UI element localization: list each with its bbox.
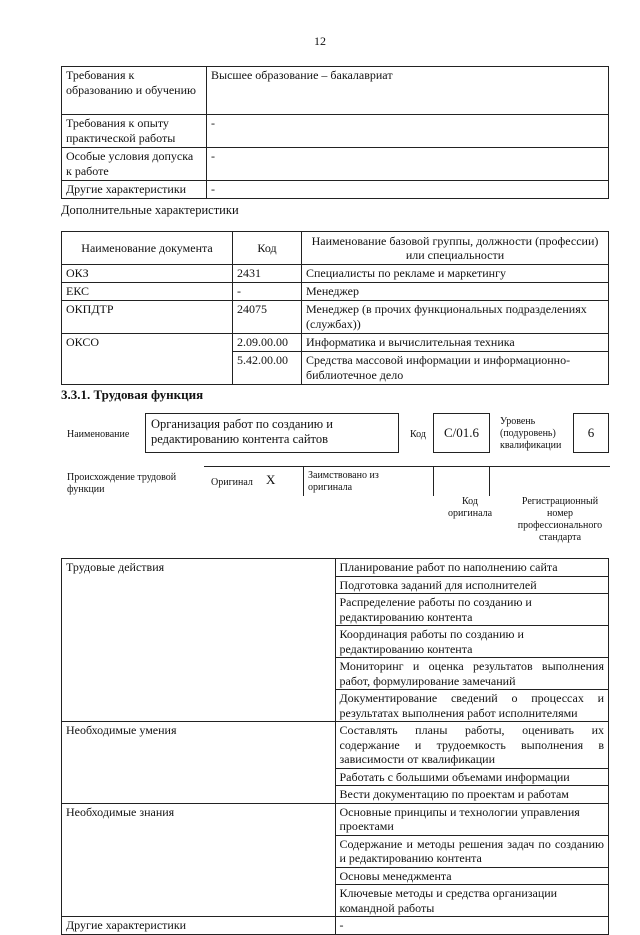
function-code-box: С/01.6	[433, 413, 490, 453]
code-cell: 5.42.00.00	[233, 352, 302, 385]
table-row	[62, 283, 609, 301]
code-cell: -	[233, 283, 302, 301]
action-item: Распределение работы по созданию и редактированию контента	[335, 594, 609, 626]
name-cell: Информатика и вычислительная техника	[302, 334, 609, 352]
column-header: Код	[233, 232, 302, 265]
details-table	[61, 558, 609, 935]
origin-label: Происхождение трудовой функции	[67, 472, 177, 495]
table-row	[62, 301, 609, 334]
requirement-value: Высшее образование – бакалавриат	[207, 67, 609, 115]
other-value: -	[335, 917, 609, 935]
table-row	[62, 722, 609, 769]
doc-cell: ОКЗ	[62, 265, 233, 283]
requirement-value: -	[207, 181, 609, 199]
name-cell: Специалисты по рекламе и маркетингу	[302, 265, 609, 283]
code-label: Код	[410, 429, 426, 440]
requirements-table	[61, 66, 609, 199]
skill-item: Вести документацию по проектам и работам	[335, 786, 609, 804]
code-cell: 2431	[233, 265, 302, 283]
doc-cell: ЕКС	[62, 283, 233, 301]
doc-cell: ОКСО	[62, 334, 233, 385]
knowledge-label: Необходимые знания	[62, 803, 336, 917]
origin-code-cell	[433, 466, 490, 496]
action-item: Планирование работ по наполнению сайта	[335, 559, 609, 577]
table-row	[62, 334, 609, 352]
knowledge-item: Ключевые методы и средства организации командной работы	[335, 885, 609, 917]
table-row	[62, 148, 609, 181]
other-label: Другие характеристики	[62, 917, 336, 935]
name-cell: Менеджер (в прочих функциональных подразделениях (службах))	[302, 301, 609, 334]
reg-number-caption: Регистрационный номер профессионального стандарта	[517, 496, 603, 543]
labor-function-title: 3.3.1. Трудовая функция	[61, 387, 204, 402]
requirement-value: -	[207, 115, 609, 148]
action-item: Подготовка заданий для исполнителей	[335, 576, 609, 594]
function-name-box: Организация работ по созданию и редактированию контента сайтов	[145, 413, 399, 453]
level-label: Уровень (подуровень) квалификации	[500, 416, 562, 451]
requirement-label: Требования к образованию и обучению	[62, 67, 207, 115]
action-item: Мониторинг и оценка результатов выполнения работ, формулирование замечаний	[335, 658, 609, 690]
name-cell: Средства массовой информации и информационно-библиотечное дело	[302, 352, 609, 385]
name-cell: Менеджер	[302, 283, 609, 301]
page-number: 12	[314, 34, 326, 48]
skill-item: Составлять планы работы, оценивать их содержание и трудоемкость выполнения в зависимости от квалификации	[335, 722, 609, 769]
table-row	[62, 559, 609, 577]
table-row	[62, 803, 609, 835]
doc-cell: ОКПДТР	[62, 301, 233, 334]
original-mark: Х	[266, 472, 276, 487]
original-label: Оригинал	[211, 477, 253, 488]
knowledge-item: Основы менеджмента	[335, 867, 609, 885]
action-item: Документирование сведений о процессах и результатах выполнения работ исполнителями	[335, 690, 609, 722]
requirement-label: Требования к опыту практической работы	[62, 115, 207, 148]
skill-item: Работать с большими объемами информации	[335, 768, 609, 786]
requirement-label: Другие характеристики	[62, 181, 207, 199]
level-box: 6	[573, 413, 609, 453]
knowledge-item: Основные принципы и технологии управления проектами	[335, 803, 609, 835]
borrowed-label: Заимствовано из оригинала	[308, 470, 379, 493]
requirement-label: Особые условия допуска к работе	[62, 148, 207, 181]
table-row	[62, 265, 609, 283]
column-header: Наименование базовой группы, должности (профессии) или специальности	[302, 232, 609, 265]
code-cell: 2.09.00.00	[233, 334, 302, 352]
origin-code-caption: Код оригинала	[447, 496, 493, 519]
knowledge-item: Содержание и методы решения задач по созданию и редактированию контента	[335, 835, 609, 867]
action-item: Координация работы по созданию и редактированию контента	[335, 626, 609, 658]
skills-label: Необходимые умения	[62, 722, 336, 804]
requirement-value: -	[207, 148, 609, 181]
table-row	[62, 181, 609, 199]
table-row	[62, 67, 609, 115]
additional-table	[61, 231, 609, 385]
code-cell: 24075	[233, 301, 302, 334]
actions-label: Трудовые действия	[62, 559, 336, 722]
section-title: Дополнительные характеристики	[61, 203, 239, 217]
table-row	[62, 917, 609, 935]
table-row	[62, 115, 609, 148]
table-header-row	[62, 232, 609, 265]
name-label: Наименование	[67, 429, 130, 440]
column-header: Наименование документа	[62, 232, 233, 265]
